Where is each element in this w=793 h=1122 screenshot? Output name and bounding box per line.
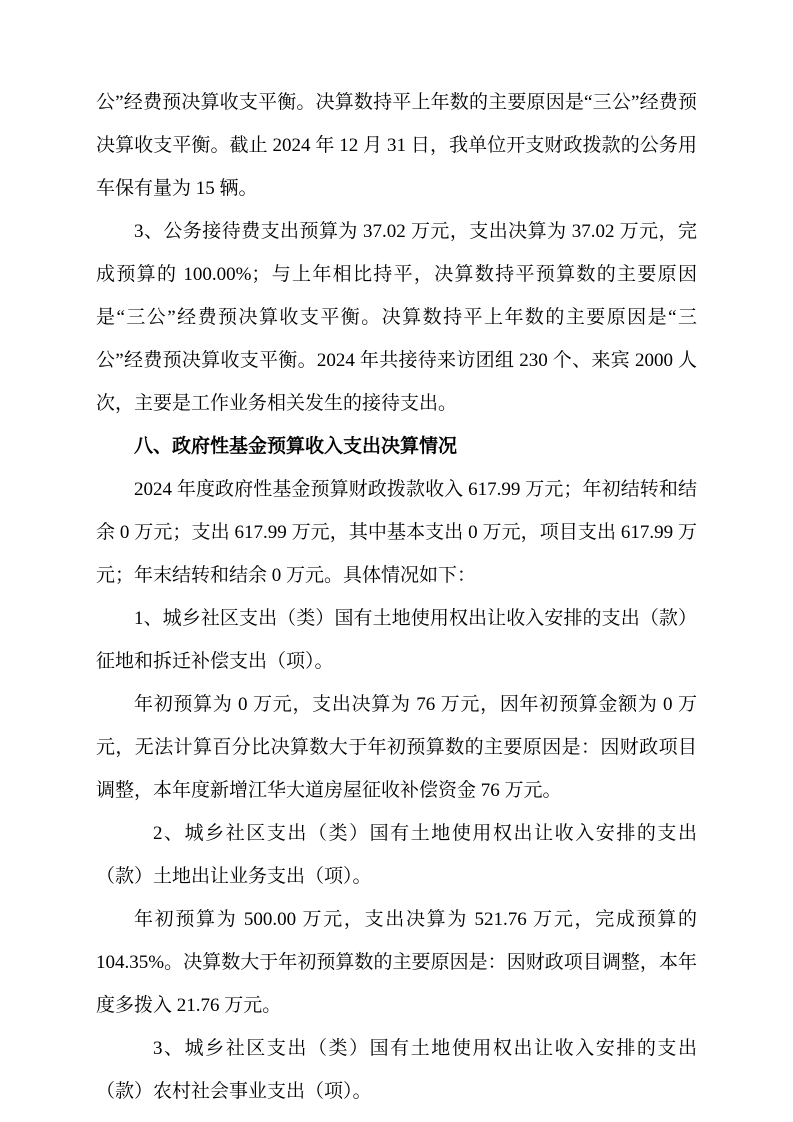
paragraph-fund-budget-overview: 2024 年度政府性基金预算财政拨款收入 617.99 万元；年初结转和结余 0 万元；支出 617.99 万元，其中基本支出 0 万元，项目支出 617.99 万元；年末结转和结余 0 万元。具体情况如下： [96, 479, 697, 586]
paragraph-official-reception-expense: 3、公务接待费支出预算为 37.02 万元，支出决算为 37.02 万元，完成预算的 100.00%；与上年相比持平，决算数持平预算数的主要原因是“三公”经费预决算收支平衡。决算数持平上年数的主要原因是“三公”经费预决算收支平衡。2024 年共接待来访团组 230 个、来宾 2000 人次，主要是工作业务相关发生的接待支出。 [96, 221, 697, 414]
paragraph-vehicle-balance-continuation: 公”经费预决算收支平衡。决算数持平上年数的主要原因是“三公”经费预决算收支平衡。截止 2024 年 12 月 31 日，我单位开支财政拨款的公务用车保有量为 15 辆。 [96, 92, 697, 199]
paragraph-item-2-land-transfer: 2、城乡社区支出（类）国有土地使用权出让收入安排的支出（款）土地出让业务支出（项）。 [96, 823, 697, 887]
paragraph-item-1-detail: 年初预算为 0 万元，支出决算为 76 万元，因年初预算金额为 0 万元，无法计算百分比决算数大于年初预算数的主要原因是：因财政项目调整，本年度新增江华大道房屋征收补偿资金 76 万元。 [96, 694, 697, 801]
paragraph-item-2-detail: 年初预算为 500.00 万元，支出决算为 521.76 万元，完成预算的 104.35%。决算数大于年初预算数的主要原因是：因财政项目调整，本年度多拨入 21.76 万元。 [96, 909, 697, 1016]
paragraph-item-3-rural-social: 3、城乡社区支出（类）国有土地使用权出让收入安排的支出（款）农村社会事业支出（项）。 [96, 1038, 697, 1102]
paragraph-item-1-land-requisition: 1、城乡社区支出（类）国有土地使用权出让收入安排的支出（款）征地和拆迁补偿支出（项）。 [96, 608, 697, 672]
document-body [96, 81, 697, 1113]
section-heading-government-fund-budget: 八、政府性基金预算收入支出决算情况 [134, 436, 458, 457]
